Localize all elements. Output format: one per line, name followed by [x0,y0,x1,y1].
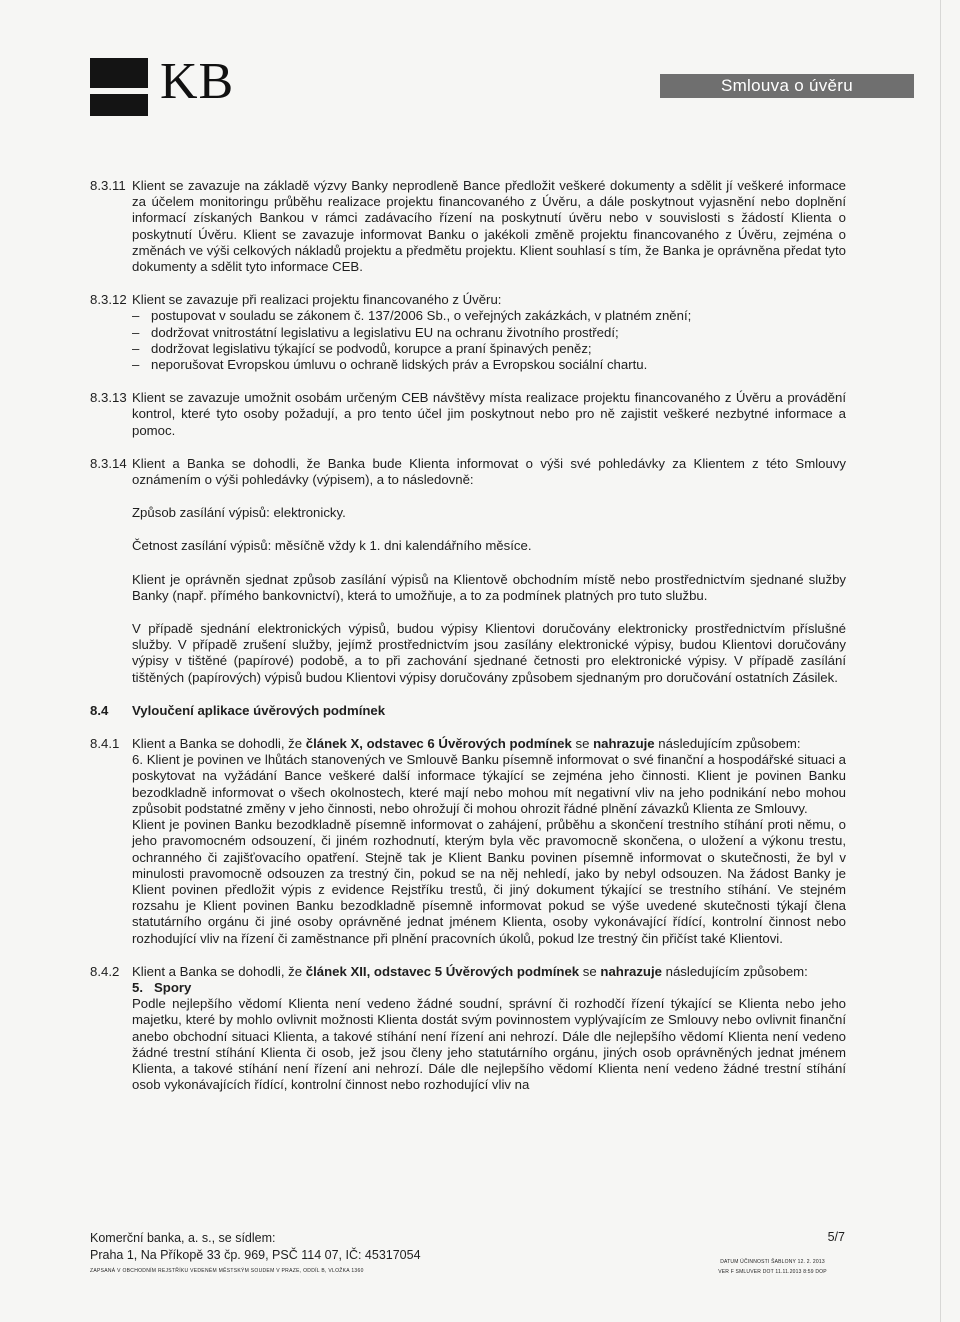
section-lead: Klient a Banka se dohodli, že článek X, odstavec 6 Úvěrových podmínek se nahrazuje následujícím způsobem: [132,736,801,752]
section-8-3-11 [90,178,846,275]
list-item: – neporušovat Evropskou úmluvu o ochraně lidských práv a Evropskou sociální chartu. [132,357,648,373]
list-item: – dodržovat legislativu týkající se podvodů, korupce a praní špinavých peněz; [132,340,592,356]
section-number: 8.4 [90,702,109,718]
section-8-3-12 [90,292,846,373]
section-text: Klient se zavazuje umožnit osobám určeným CEB návštěvy místa realizace projektu financovaného z Úvěru a provádění kontrol, které tyto osoby požadují, a pro tento účel jim poskytnout nebo pro ně zajistit veškeré nezbytné informace a pomoc. [132,390,846,438]
version-info: VER F SMLUVER DOT 11.11.2013 8:59 DOP [718,1269,827,1275]
footer-line: Praha 1, Na Příkopě 33 čp. 969, PSČ 114 07, IČ: 45317054 [90,1248,421,1262]
section-text: Klient se zavazuje na základě výzvy Banky neprodleně Bance předložit veškeré dokumenty a sdělit jí veškeré informace za účelem monitoringu průběhu realizace projektu financovaného z Úvěru, a dále poskytnout vyjasnění nebo doplnění informací získaných Bankou v rámci zadávacího řízení na poskytnutí úvěru nebo v souvislosti s žádostí Klienta o poskytnutí Úvěru. Klient se zavazuje informovat Banku o jakékoli změně projektu financovaného z Úvěru, zejména o změnách ve výši celkových nákladů projektu a předmětu projektu. Klient souhlasí s tím, že Banka je oprávněna předat tyto dokumenty a sdělit tyto informace CEB. [132,178,846,275]
footer-line: Komerční banka, a. s., se sídlem: [90,1231,276,1245]
statement-method: Způsob zasílání výpisů: elektronicky. [132,505,346,521]
sub-heading: 5. Spory [132,979,192,995]
section-paragraph: Klient je povinen Banku bezodkladně písemně informovat o zahájení, průběhu a skončení trestního stíhání proti němu, o jeho pravomocném odsouzení, či jiném rozhodnutí, kterým byla věc pravomocně skončena, o uložení a výkonu trestu, ochranného či zajišťovacího opatření. Stejně tak je Klient Banku povinen písemně informovat o skutečnosti, že byl v minulosti pravomocně odsouzen za trestný čin, pokud se na něj nehledí, jako by nebyl odsouzen. Na žádost Banky je Klient povinen předložit výpis z evidence Rejstříku trestů, či jiný dokument týkající se trestního stíhání. Ve stejném rozsahu je Klient povinen Banku bezodkladně písemně informovat pokud se výše uvedené skutečnosti týkají člena statutárního orgánu či jiné osoby oprávněné jednat jménem Klienta, osoby vykonávající řídící, kontrolní činnost nebo rozhodující vliv na řízení či zaměstnance při plnění pracovních úkolů, pokud lze trestný čin přičíst také Klientovi. [132,817,846,946]
page-number: 5/7 [827,1230,845,1244]
section-paragraph: Podle nejlepšího vědomí Klienta není vedeno žádné soudní, správní či rozhodčí řízení týkající se Klienta nebo jeho majetku, které by mohlo ovlivnit možnosti Klienta dostát svým povinnostem vyplývajícím ze Smlouvy nebo ovlivnit finanční anebo obchodní situaci Klienta, a takové stíhání není řízení ani nehrozí. Dále dle nejlepšího vědomí Klienta není vedeno žádné trestní stíhání Klienta či osob, jež jsou členy jeho statutárního orgánu, jiných osob oprávněných jednat jménem Klienta, a takové stíhání není řízení ani nehrozí. Dále dle nejlepšího vědomí Klienta není vedeno žádné trestní stíhání osob vykonávajících řídící, kontrolní činnost nebo rozhodující vliv na [132,996,846,1093]
footer-company [90,1230,421,1275]
statement-electronic: V případě sjednání elektronických výpisů, budou výpisy Klientovi doručovány elektronicky prostřednictvím příslušné služby. V případě zrušení služby, jejímž prostřednictvím jsou zasílány elektronické výpisy, budou Klientovi doručovány výpisy v tištěné (papírové) podobě, a to při zachování sjednané četnosti pro elektronické výpisy. V případě zasílání tištěných (papírových) výpisů budou Klientovi výpisy doručovány způsobem sjednaným pro doručování ostatních Zásilek. [132,621,846,685]
section-8-4-2 [90,964,846,1094]
section-number: 8.4.1 [90,736,120,752]
statement-arrangement: Klient je oprávněn sjednat způsob zasílání výpisů na Klientově obchodním místě nebo prostřednictvím sjednané služby Banky (např. přímého bankovnictví), která to umožňuje, a to za podmínek platných pro tuto službu. [132,571,846,603]
document-title: Smlouva o úvěru [660,74,914,98]
section-number: 8.3.14 [90,455,127,471]
section-number: 8.3.13 [90,390,127,406]
logo-text: KB [160,53,235,110]
section-paragraph: 6. Klient je povinen ve lhůtách stanovených ve Smlouvě Banku písemně informovat o své finanční a hospodářské situaci a poskytovat na vyžádání Bance veškeré další informace týkající se zejména jeho činnosti. Klient je povinen Banku bezodkladně informovat o všech okolnostech, které mají nebo mohou mít negativní vliv na jeho podnikání nebo mohou způsobit podstatné změny v jeho činnosti, nebo ohrožují či mohou ohrozit řádné plnění závazků Klienta ze Smlouvy. [132,752,846,816]
list-item: – dodržovat vnitrostátní legislativu a legislativu EU na ochranu životního prostředí; [132,324,619,340]
footer-meta [700,1230,845,1276]
footer-registry: ZAPSANÁ V OBCHODNÍM REJSTŘÍKU VEDENÉM MĚSTSKÝM SOUDEM V PRAZE, ODDÍL B, VLOŽKA 1360 [90,1268,364,1274]
template-date: DATUM ÚČINNOSTI ŠABLONY 12. 2. 2013 [720,1259,825,1265]
section-number: 8.3.11 [90,178,126,193]
section-8-4-1 [90,736,846,947]
section-number: 8.4.2 [90,963,120,979]
section-number: 8.3.12 [90,292,127,308]
statement-frequency: Četnost zasílání výpisů: měsíčně vždy k 1. dni kalendářního měsíce. [132,538,532,554]
section-heading: Vyloučení aplikace úvěrových podmínek [132,702,386,718]
section-lead: Klient a Banka se dohodli, že článek XII, odstavec 5 Úvěrových podmínek se nahrazuje následujícím způsobem: [132,963,808,979]
section-8-3-13 [90,390,846,439]
obligation-list [132,308,846,373]
scan-edge [940,0,941,1322]
section-text: Klient se zavazuje při realizaci projektu financovaného z Úvěru: [132,292,502,308]
section-8-4-heading [90,703,846,719]
document-body [90,178,846,1093]
kb-logo-icon [90,58,148,116]
section-text: Klient a Banka se dohodli, že Banka bude Klienta informovat o výši své pohledávky za Klientem z této Smlouvy oznámením o výši pohledávky (výpisem), a to následovně: [132,455,846,488]
list-item: – postupovat v souladu se zákonem č. 137/2006 Sb., o veřejných zakázkách, v platném znění; [132,308,692,324]
section-8-3-14 [90,456,846,488]
